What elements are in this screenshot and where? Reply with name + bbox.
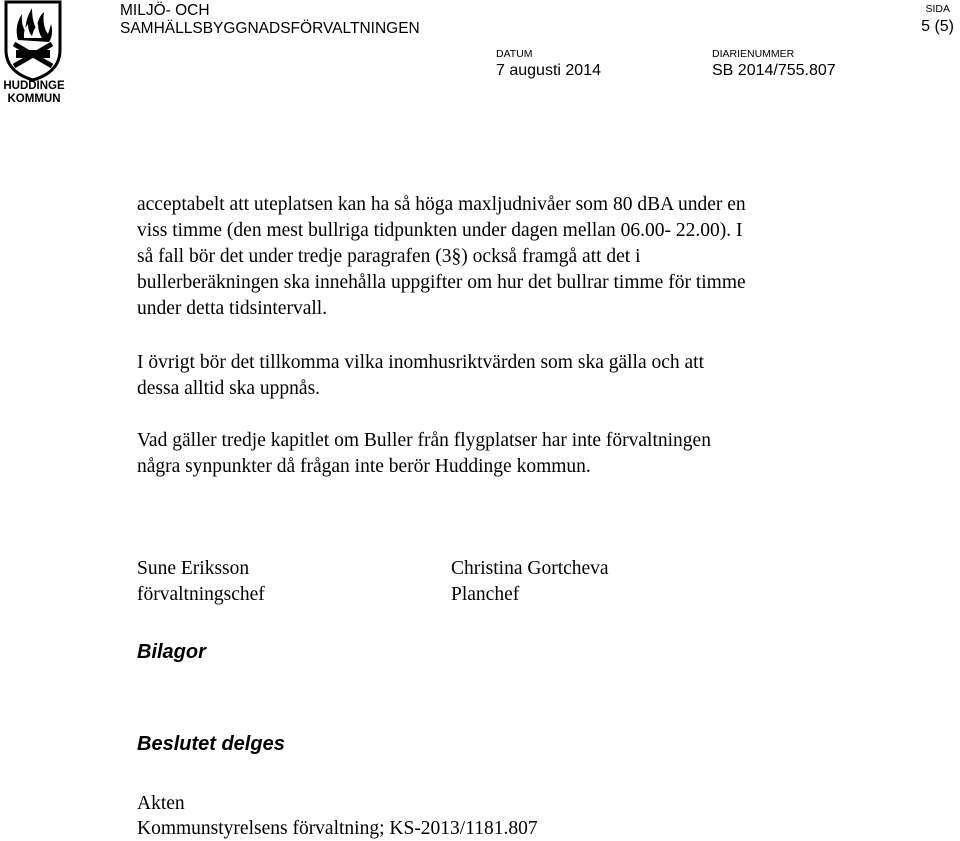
signatory-name: Sune Eriksson bbox=[137, 558, 250, 579]
paragraph-airport-noise bbox=[137, 428, 857, 480]
department-line1: MILJÖ- OCH bbox=[120, 2, 210, 19]
text-line: några synpunkter då frågan inte berör Huddinge kommun. bbox=[137, 456, 591, 477]
text-line: I övrigt bör det tillkomma vilka inomhusriktvärden som ska gälla och att bbox=[137, 352, 705, 373]
reference-label: DIARIENUMMER bbox=[712, 48, 795, 60]
date-label: DATUM bbox=[496, 48, 533, 60]
paragraph-indoor-values bbox=[137, 350, 857, 402]
distribution-heading: Beslutet delges bbox=[137, 733, 285, 755]
attachments-heading: Bilagor bbox=[137, 641, 206, 663]
page-label: SIDA bbox=[925, 3, 950, 15]
distribution-list bbox=[137, 791, 538, 841]
text-line: så fall bör det under tredje paragrafen (3§) också framgå att det i bbox=[137, 246, 641, 267]
signatory-title: Planchef bbox=[451, 584, 520, 605]
logo-text-line2: KOMMUN bbox=[7, 93, 61, 105]
signature-block bbox=[451, 556, 609, 608]
text-line: dessa alltid ska uppnås. bbox=[137, 378, 321, 399]
signatory-title: förvaltningschef bbox=[137, 584, 265, 605]
municipality-logo bbox=[0, 0, 68, 108]
text-line: acceptabelt att uteplatsen kan ha så höga maxljudnivåer som 80 dBA under en bbox=[137, 194, 746, 215]
page-number: 5 (5) bbox=[921, 18, 954, 35]
paragraph-noise-levels bbox=[137, 192, 857, 322]
text-line: viss timme (den mest bullriga tidpunkten under dagen mellan 06.00- 22.00). I bbox=[137, 220, 743, 241]
signatory-name: Christina Gortcheva bbox=[451, 558, 609, 579]
coat-of-arms-icon bbox=[4, 0, 62, 82]
reference-number: SB 2014/755.807 bbox=[712, 62, 836, 79]
text-line: under detta tidsintervall. bbox=[137, 298, 328, 319]
distribution-item: Akten bbox=[137, 793, 185, 814]
department-line2: SAMHÄLLSBYGGNADSFÖRVALTNINGEN bbox=[120, 20, 420, 37]
text-line: Vad gäller tredje kapitlet om Buller från flygplatser har inte förvaltningen bbox=[137, 430, 711, 451]
logo-text-line1: HUDDINGE bbox=[3, 80, 65, 92]
date-value: 7 augusti 2014 bbox=[496, 62, 601, 79]
distribution-item: Kommunstyrelsens förvaltning; KS-2013/1181.807 bbox=[137, 818, 538, 839]
signature-block bbox=[137, 556, 265, 608]
department-name bbox=[120, 2, 420, 38]
text-line: bullerberäkningen ska innehålla uppgifter om hur det bullrar timme för timme bbox=[137, 272, 746, 293]
